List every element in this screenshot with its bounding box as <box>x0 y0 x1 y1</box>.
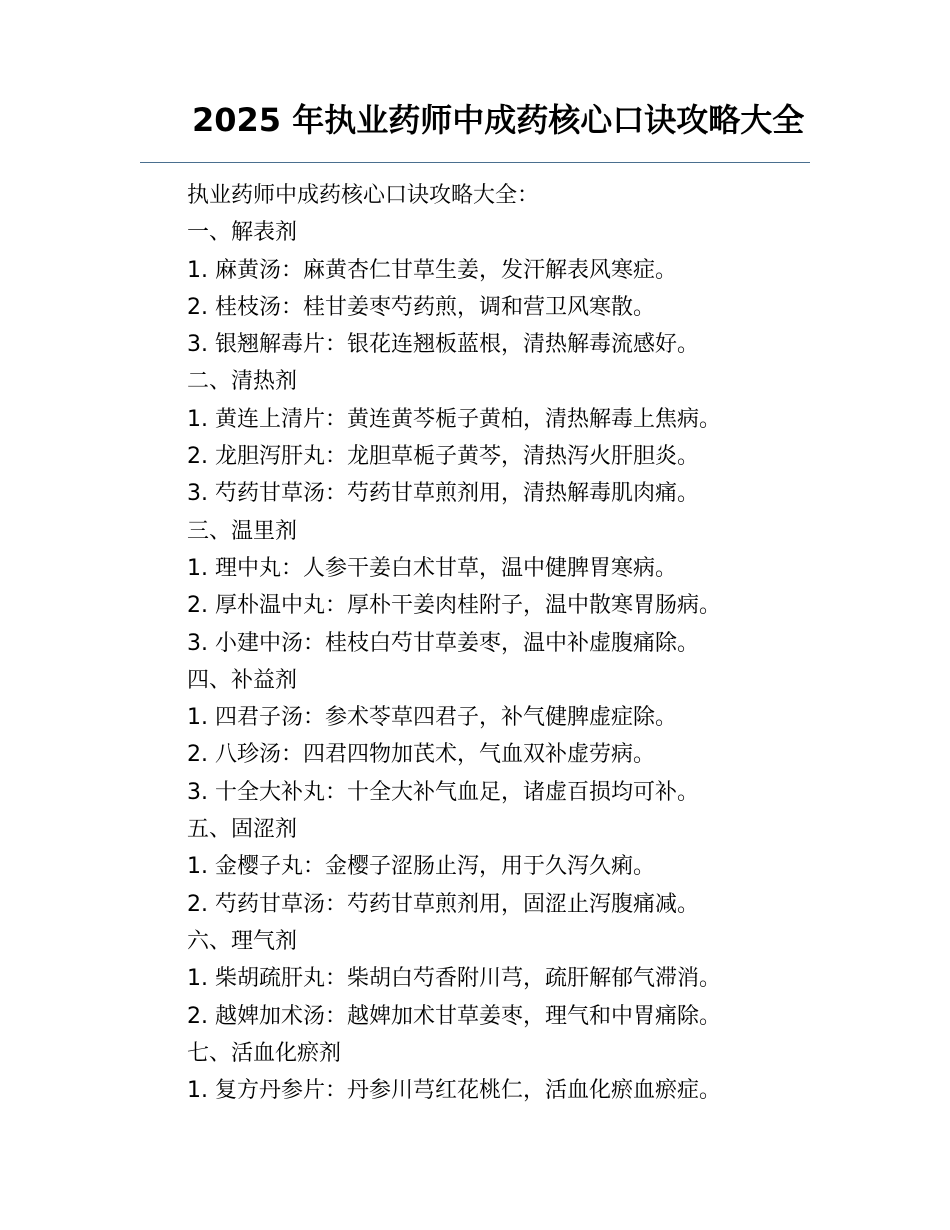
list-item: 2. 八珍汤：四君四物加芪术，气血双补虚劳病。 <box>187 742 655 768</box>
section-heading: 七、活血化瘀剂 <box>187 1040 342 1066</box>
section-heading: 四、补益剂 <box>187 667 298 693</box>
section-heading: 五、固涩剂 <box>187 817 298 843</box>
list-item: 1. 黄连上清片：黄连黄芩栀子黄柏，清热解毒上焦病。 <box>187 406 721 432</box>
list-item: 1. 金樱子丸：金樱子涩肠止泻，用于久泻久痢。 <box>187 854 655 880</box>
list-item: 2. 桂枝汤：桂甘姜枣芍药煎，调和营卫风寒散。 <box>187 294 655 320</box>
list-item: 3. 小建中汤：桂枝白芍甘草姜枣，温中补虚腹痛除。 <box>187 630 699 656</box>
list-item: 3. 芍药甘草汤：芍药甘草煎剂用，清热解毒肌肉痛。 <box>187 481 699 507</box>
list-item: 2. 芍药甘草汤：芍药甘草煎剂用，固涩止泻腹痛减。 <box>187 891 699 917</box>
list-item: 3. 银翘解毒片：银花连翘板蓝根，清热解毒流感好。 <box>187 332 699 358</box>
document-title: 2025 年执业药师中成药核心口诀攻略大全 <box>192 101 805 139</box>
section-heading: 六、理气剂 <box>187 928 298 954</box>
section-heading: 一、解表剂 <box>187 220 298 246</box>
title-block <box>140 100 810 163</box>
list-item: 1. 四君子汤：参术苓草四君子，补气健脾虚症除。 <box>187 705 677 731</box>
document-body <box>187 177 907 1109</box>
list-item: 2. 龙胆泻肝丸：龙胆草栀子黄芩，清热泻火肝胆炎。 <box>187 444 699 470</box>
intro-line: 执业药师中成药核心口诀攻略大全： <box>187 183 540 208</box>
list-item: 1. 柴胡疏肝丸：柴胡白芍香附川芎，疏肝解郁气滞消。 <box>187 966 721 992</box>
section-heading: 三、温里剂 <box>187 518 298 544</box>
list-item: 2. 厚朴温中丸：厚朴干姜肉桂附子，温中散寒胃肠病。 <box>187 593 721 619</box>
list-item: 1. 理中丸：人参干姜白术甘草，温中健脾胃寒病。 <box>187 555 677 581</box>
list-item: 1. 复方丹参片：丹参川芎红花桃仁，活血化瘀血瘀症。 <box>187 1078 721 1104</box>
list-item: 1. 麻黄汤：麻黄杏仁甘草生姜，发汗解表风寒症。 <box>187 257 677 283</box>
list-item: 2. 越婢加术汤：越婢加术甘草姜枣，理气和中胃痛除。 <box>187 1003 721 1029</box>
section-heading: 二、清热剂 <box>187 369 298 395</box>
list-item: 3. 十全大补丸：十全大补气血足，诸虚百损均可补。 <box>187 779 699 805</box>
